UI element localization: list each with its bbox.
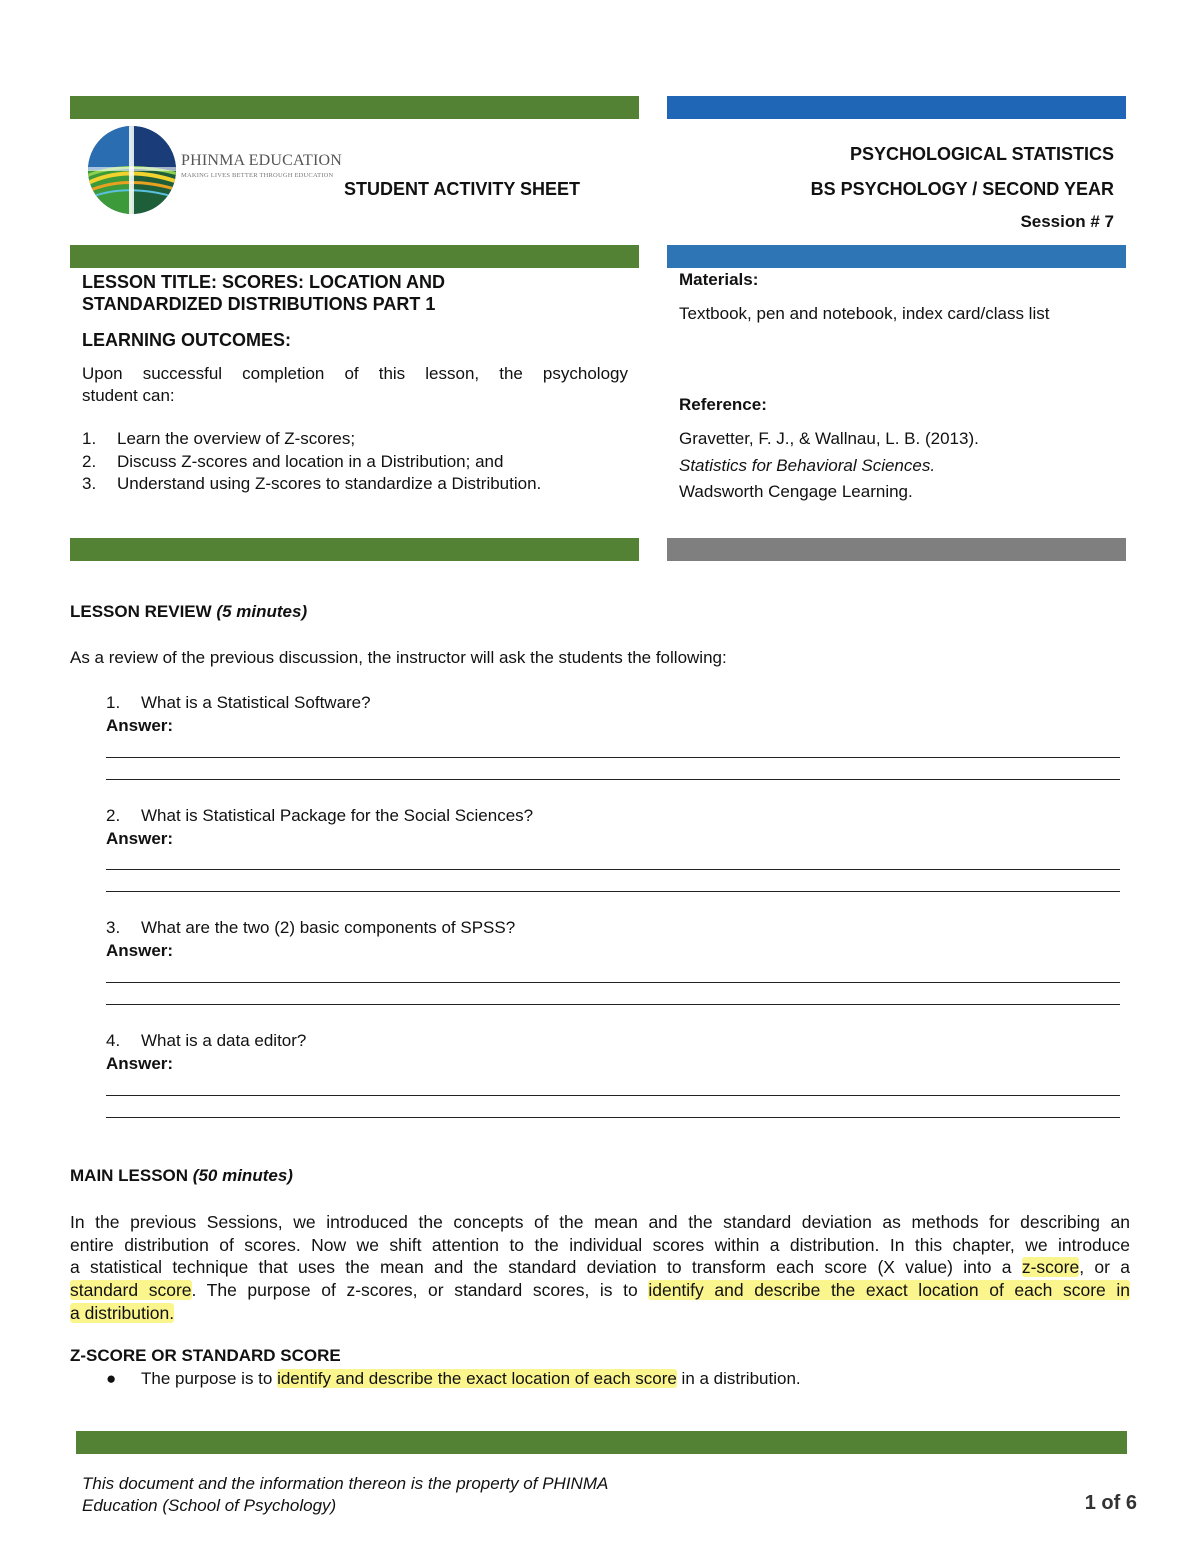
highlight-z-score: z-score xyxy=(1021,1257,1080,1277)
answer-line[interactable] xyxy=(106,779,1120,780)
section-bar-left xyxy=(70,245,639,268)
outcome-item: 1. Learn the overview of Z-scores; xyxy=(82,429,356,448)
main-lesson-heading: MAIN LESSON (50 minutes) xyxy=(70,1166,293,1185)
footer-note-line1: This document and the information thereon is the property of PHINMA xyxy=(82,1474,609,1493)
divider-bar-right xyxy=(667,538,1126,561)
materials-heading: Materials: xyxy=(679,270,759,289)
review-question: 1. What is a Statistical Software? xyxy=(106,693,371,712)
materials-text: Textbook, pen and notebook, index card/class list xyxy=(679,304,1050,323)
logo-tagline: MAKING LIVES BETTER THROUGH EDUCATION xyxy=(181,172,334,179)
answer-label: Answer: xyxy=(106,1054,174,1073)
course-title: PSYCHOLOGICAL STATISTICS xyxy=(849,144,1114,164)
zscore-subheading: Z-SCORE OR STANDARD SCORE xyxy=(70,1346,341,1365)
highlight-purpose: identify and describe the exact location of each score in xyxy=(648,1280,1130,1300)
answer-line[interactable] xyxy=(106,891,1120,892)
session-number: Session # 7 xyxy=(1020,212,1114,231)
highlight-standard-score: standard score xyxy=(70,1280,192,1300)
main-paragraph-line3: a statistical technique that uses the mean and the standard deviation to transform each score (X value) into a z-score, or a xyxy=(70,1257,1130,1277)
answer-line[interactable] xyxy=(106,1117,1120,1118)
answer-label: Answer: xyxy=(106,716,174,735)
page-number: 1 of 6 xyxy=(1084,1492,1137,1514)
review-question: 3. What are the two (2) basic components of SPSS? xyxy=(106,918,516,937)
reference-heading: Reference: xyxy=(679,395,767,414)
lesson-review-heading: LESSON REVIEW (5 minutes) xyxy=(70,602,308,621)
reference-authors: Gravetter, F. J., & Wallnau, L. B. (2013). xyxy=(679,429,979,448)
outcome-item: 2. Discuss Z-scores and location in a Distribution; and xyxy=(82,452,504,471)
highlight-purpose-end: a distribution. xyxy=(70,1303,175,1323)
review-intro: As a review of the previous discussion, the instructor will ask the students the following: xyxy=(70,648,727,667)
logo-name: PHINMA EDUCATION xyxy=(181,152,342,169)
main-paragraph-line5 xyxy=(70,1302,1130,1325)
reference-publisher: Wadsworth Cengage Learning. xyxy=(679,482,913,501)
footer-note-line2: Education (School of Psychology) xyxy=(82,1496,337,1515)
answer-line[interactable] xyxy=(106,1004,1120,1005)
divider-bar-left xyxy=(70,538,639,561)
answer-line[interactable] xyxy=(106,757,1120,758)
review-question: 2. What is Statistical Package for the Social Sciences? xyxy=(106,806,534,825)
outcomes-intro-line1: Upon successful completion of this lesson, the psychology xyxy=(82,364,628,383)
header-bar-right xyxy=(667,96,1126,119)
main-paragraph-line2: entire distribution of scores. Now we shift attention to the individual scores within a distribution. In this chapter, we introduce xyxy=(70,1235,1130,1255)
zscore-bullet: ● The purpose is to identify and describe the exact location of each score in a distribution. xyxy=(106,1369,801,1388)
header-bar-left xyxy=(70,96,639,119)
program-year: BS PSYCHOLOGY / SECOND YEAR xyxy=(810,179,1114,199)
sheet-title: STUDENT ACTIVITY SHEET xyxy=(344,179,581,199)
globe-logo-icon xyxy=(86,124,178,216)
reference-book-title: Statistics for Behavioral Sciences. xyxy=(679,456,936,475)
main-paragraph-line4: standard score. The purpose of z-scores, or standard scores, is to identify and describe the exact location of each score in xyxy=(70,1280,1130,1300)
answer-line[interactable] xyxy=(106,982,1120,983)
review-question: 4. What is a data editor? xyxy=(106,1031,307,1050)
lesson-title-line2: STANDARDIZED DISTRIBUTIONS PART 1 xyxy=(82,294,436,314)
highlight-bullet: identify and describe the exact location of each score xyxy=(277,1369,677,1388)
outcomes-intro-line2: student can: xyxy=(82,386,175,405)
answer-line[interactable] xyxy=(106,869,1120,870)
answer-label: Answer: xyxy=(106,829,174,848)
lesson-title-line1: LESSON TITLE: SCORES: LOCATION AND xyxy=(82,272,445,292)
answer-label: Answer: xyxy=(106,941,174,960)
main-paragraph-line1: In the previous Sessions, we introduced the concepts of the mean and the standard deviation as methods for describing an xyxy=(70,1212,1130,1232)
phinma-logo xyxy=(86,124,342,216)
bullet-icon: ● xyxy=(106,1369,117,1388)
learning-outcomes-heading: LEARNING OUTCOMES: xyxy=(82,330,291,350)
outcome-item: 3. Understand using Z-scores to standardize a Distribution. xyxy=(82,474,542,493)
section-bar-right xyxy=(667,245,1126,268)
footer-bar xyxy=(76,1431,1127,1454)
answer-line[interactable] xyxy=(106,1095,1120,1096)
